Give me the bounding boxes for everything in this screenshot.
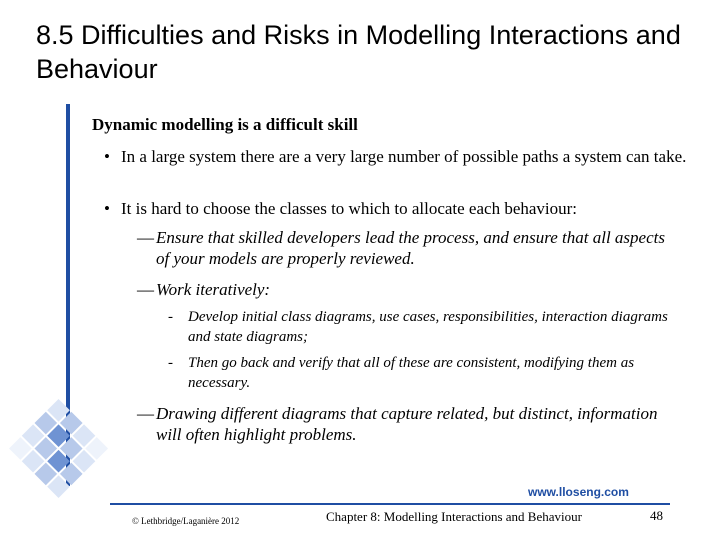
sub-item	[137, 279, 677, 300]
page-number: 48	[650, 508, 663, 523]
site-url: www.lloseng.com	[528, 485, 629, 499]
dash-mark: —	[137, 404, 154, 423]
bullet-text: It is hard to choose the classes to which to allocate each behaviour:	[121, 199, 578, 218]
subsub-text: Develop initial class diagrams, use cases, responsibilities, interaction diagrams and state diagrams;	[188, 309, 668, 345]
subsub-item	[168, 307, 678, 347]
subsub-text: Then go back and verify that all of these are consistent, modifying them as necessary.	[188, 355, 635, 391]
dash-mark: —	[137, 228, 154, 247]
slide-title: 8.5 Difficulties and Risks in Modelling Interactions and Behaviour	[36, 20, 681, 84]
hyphen-mark: -	[168, 309, 173, 325]
sub-item	[137, 403, 677, 445]
sub-text: Work iteratively:	[156, 280, 271, 299]
hyphen-mark: -	[168, 355, 173, 371]
bullet-mark: •	[104, 199, 110, 218]
dash-mark: —	[137, 280, 154, 299]
sub-text: Ensure that skilled developers lead the process, and ensure that all aspects of your models are properly reviewed.	[156, 228, 665, 268]
subsub-item	[168, 353, 678, 393]
bullet-mark: •	[104, 147, 110, 166]
footer-copyright: © Lethbridge/Laganière 2012	[132, 516, 240, 526]
section-heading: Dynamic modelling is a difficult skill	[92, 115, 358, 134]
sub-item	[137, 227, 677, 269]
bullet-text: In a large system there are a very large number of possible paths a system can take.	[121, 147, 687, 166]
sub-text: Drawing different diagrams that capture related, but distinct, information will often highlight problems.	[156, 404, 658, 444]
bullet-item	[104, 198, 694, 219]
decorative-tile-graphic	[0, 392, 150, 502]
footer-rule	[110, 503, 670, 505]
bullet-item	[104, 146, 694, 167]
footer-chapter: Chapter 8: Modelling Interactions and Behaviour	[326, 509, 582, 524]
